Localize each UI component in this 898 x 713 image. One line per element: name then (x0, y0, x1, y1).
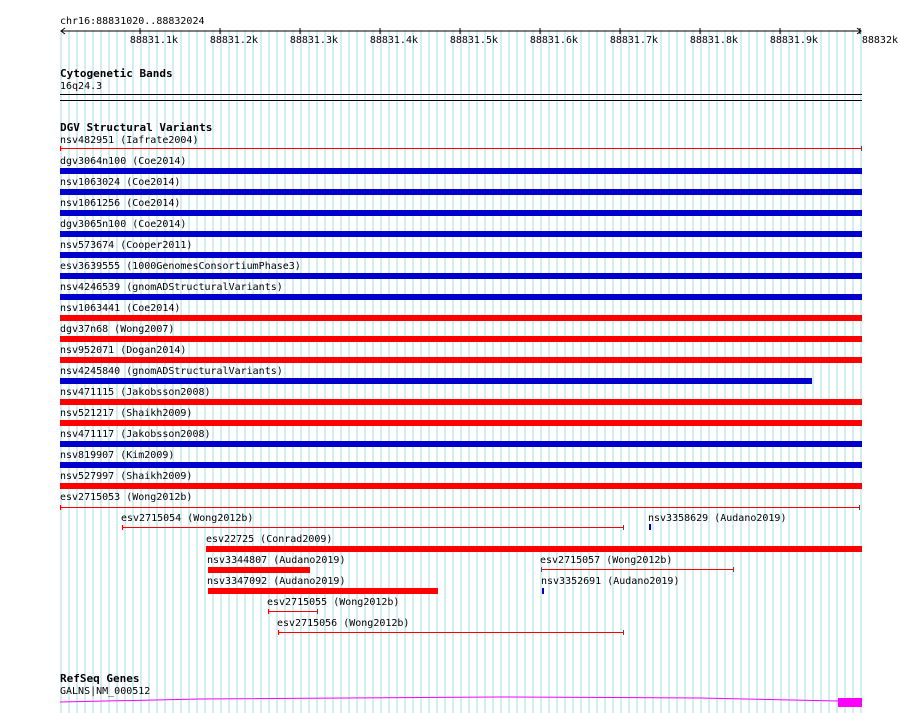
dgv-feature-bar[interactable] (60, 252, 862, 258)
ruler-tick-label: 88831.9k (769, 35, 818, 46)
dgv-feature-bar[interactable] (60, 189, 862, 195)
dgv-feature-line[interactable] (278, 632, 624, 633)
ruler-tick-label: 88831.2k (209, 35, 258, 46)
track-title-dgv-structural-variants[interactable]: DGV Structural Variants (60, 121, 213, 134)
track-divider (60, 100, 862, 101)
dgv-feature-label[interactable]: nsv471115 (Jakobsson2008) (60, 387, 211, 398)
dgv-feature-label[interactable]: esv2715055 (Wong2012b) (267, 597, 400, 608)
dgv-feature-endcap (623, 630, 624, 635)
dgv-feature-bar[interactable] (206, 546, 862, 552)
refseq-gene-label[interactable]: GALNS|NM_000512 (60, 686, 151, 697)
ruler-coordinates: chr16:88831020..88832024 (60, 16, 205, 27)
cytoband-label[interactable]: 16q24.3 (60, 81, 103, 92)
dgv-feature-endcap (861, 146, 862, 151)
ruler-tick-label: 88831.3k (289, 35, 338, 46)
dgv-feature-label[interactable]: esv2715057 (Wong2012b) (540, 555, 673, 566)
refseq-exon (838, 698, 862, 707)
dgv-feature-label[interactable]: esv2715056 (Wong2012b) (277, 618, 410, 629)
dgv-feature-label[interactable]: nsv1063441 (Coe2014) (60, 303, 181, 314)
dgv-feature-bar[interactable] (542, 588, 544, 594)
dgv-feature-label[interactable]: nsv819907 (Kim2009) (60, 450, 175, 461)
dgv-feature-endcap (268, 609, 269, 614)
dgv-feature-bar[interactable] (60, 399, 862, 405)
dgv-feature-label[interactable]: nsv1063024 (Coe2014) (60, 177, 181, 188)
dgv-feature-bar[interactable] (60, 273, 862, 279)
dgv-feature-bar[interactable] (60, 210, 862, 216)
dgv-feature-bar[interactable] (60, 315, 862, 321)
dgv-feature-endcap (623, 525, 624, 530)
dgv-feature-label[interactable]: nsv3347092 (Audano2019) (207, 576, 346, 587)
dgv-feature-bar[interactable] (60, 231, 862, 237)
dgv-feature-bar[interactable] (208, 588, 438, 594)
dgv-feature-endcap (278, 630, 279, 635)
dgv-feature-label[interactable]: nsv4245840 (gnomADStructuralVariants) (60, 366, 283, 377)
dgv-feature-line[interactable] (268, 611, 318, 612)
dgv-feature-bar[interactable] (60, 441, 862, 447)
dgv-feature-label[interactable]: nsv1061256 (Coe2014) (60, 198, 181, 209)
dgv-feature-label[interactable]: nsv521217 (Shaikh2009) (60, 408, 193, 419)
dgv-feature-bar[interactable] (60, 483, 862, 489)
dgv-feature-label[interactable]: nsv471117 (Jakobsson2008) (60, 429, 211, 440)
ruler-tick-label: 88831.1k (129, 35, 178, 46)
dgv-feature-label[interactable]: dgv37n68 (Wong2007) (60, 324, 175, 335)
dgv-feature-line[interactable] (60, 507, 860, 508)
dgv-feature-label[interactable]: nsv952071 (Dogan2014) (60, 345, 187, 356)
ruler-tick-label: 88831.7k (609, 35, 658, 46)
ruler-tick-label: 88831.6k (529, 35, 578, 46)
dgv-feature-label[interactable]: esv22725 (Conrad2009) (206, 534, 333, 545)
refseq-gene-feature[interactable] (0, 694, 890, 708)
dgv-feature-label[interactable]: dgv3064n100 (Coe2014) (60, 156, 187, 167)
dgv-feature-endcap (317, 609, 318, 614)
track-title-refseq-genes[interactable]: RefSeq Genes (60, 672, 140, 685)
dgv-feature-bar[interactable] (60, 336, 862, 342)
dgv-feature-label[interactable]: nsv4246539 (gnomADStructuralVariants) (60, 282, 283, 293)
dgv-feature-label[interactable]: nsv3358629 (Audano2019) (648, 513, 787, 524)
dgv-feature-bar[interactable] (649, 524, 651, 530)
dgv-feature-line[interactable] (541, 569, 734, 570)
dgv-feature-endcap (541, 567, 542, 572)
dgv-feature-label[interactable]: nsv3352691 (Audano2019) (541, 576, 680, 587)
cytoband-line (60, 94, 862, 95)
dgv-feature-label[interactable]: esv3639555 (1000GenomesConsortiumPhase3) (60, 261, 301, 272)
dgv-feature-label[interactable]: esv2715054 (Wong2012b) (121, 513, 254, 524)
dgv-feature-bar[interactable] (60, 294, 862, 300)
dgv-feature-label[interactable]: nsv3344807 (Audano2019) (207, 555, 346, 566)
ruler-tick-label: 88832k (861, 35, 898, 46)
dgv-feature-bar[interactable] (60, 168, 862, 174)
dgv-feature-label[interactable]: esv2715053 (Wong2012b) (60, 492, 193, 503)
dgv-feature-label[interactable]: dgv3065n100 (Coe2014) (60, 219, 187, 230)
dgv-feature-line[interactable] (122, 527, 624, 528)
dgv-feature-bar[interactable] (60, 378, 812, 384)
dgv-feature-bar[interactable] (60, 420, 862, 426)
dgv-feature-endcap (733, 567, 734, 572)
dgv-feature-label[interactable]: nsv482951 (Iafrate2004) (60, 135, 199, 146)
dgv-feature-endcap (122, 525, 123, 530)
dgv-feature-label[interactable]: nsv527997 (Shaikh2009) (60, 471, 193, 482)
dgv-feature-endcap (60, 505, 61, 510)
track-title-cytogenetic-bands[interactable]: Cytogenetic Bands (60, 67, 173, 80)
dgv-feature-bar[interactable] (60, 462, 862, 468)
dgv-feature-endcap (60, 146, 61, 151)
dgv-feature-bar[interactable] (60, 357, 862, 363)
dgv-feature-label[interactable]: nsv573674 (Cooper2011) (60, 240, 193, 251)
dgv-feature-endcap (859, 505, 860, 510)
ruler-tick-label: 88831.5k (449, 35, 498, 46)
dgv-feature-line[interactable] (60, 148, 862, 149)
ruler-tick-label: 88831.4k (369, 35, 418, 46)
ruler-tick-label: 88831.8k (689, 35, 738, 46)
dgv-feature-bar[interactable] (208, 567, 310, 573)
